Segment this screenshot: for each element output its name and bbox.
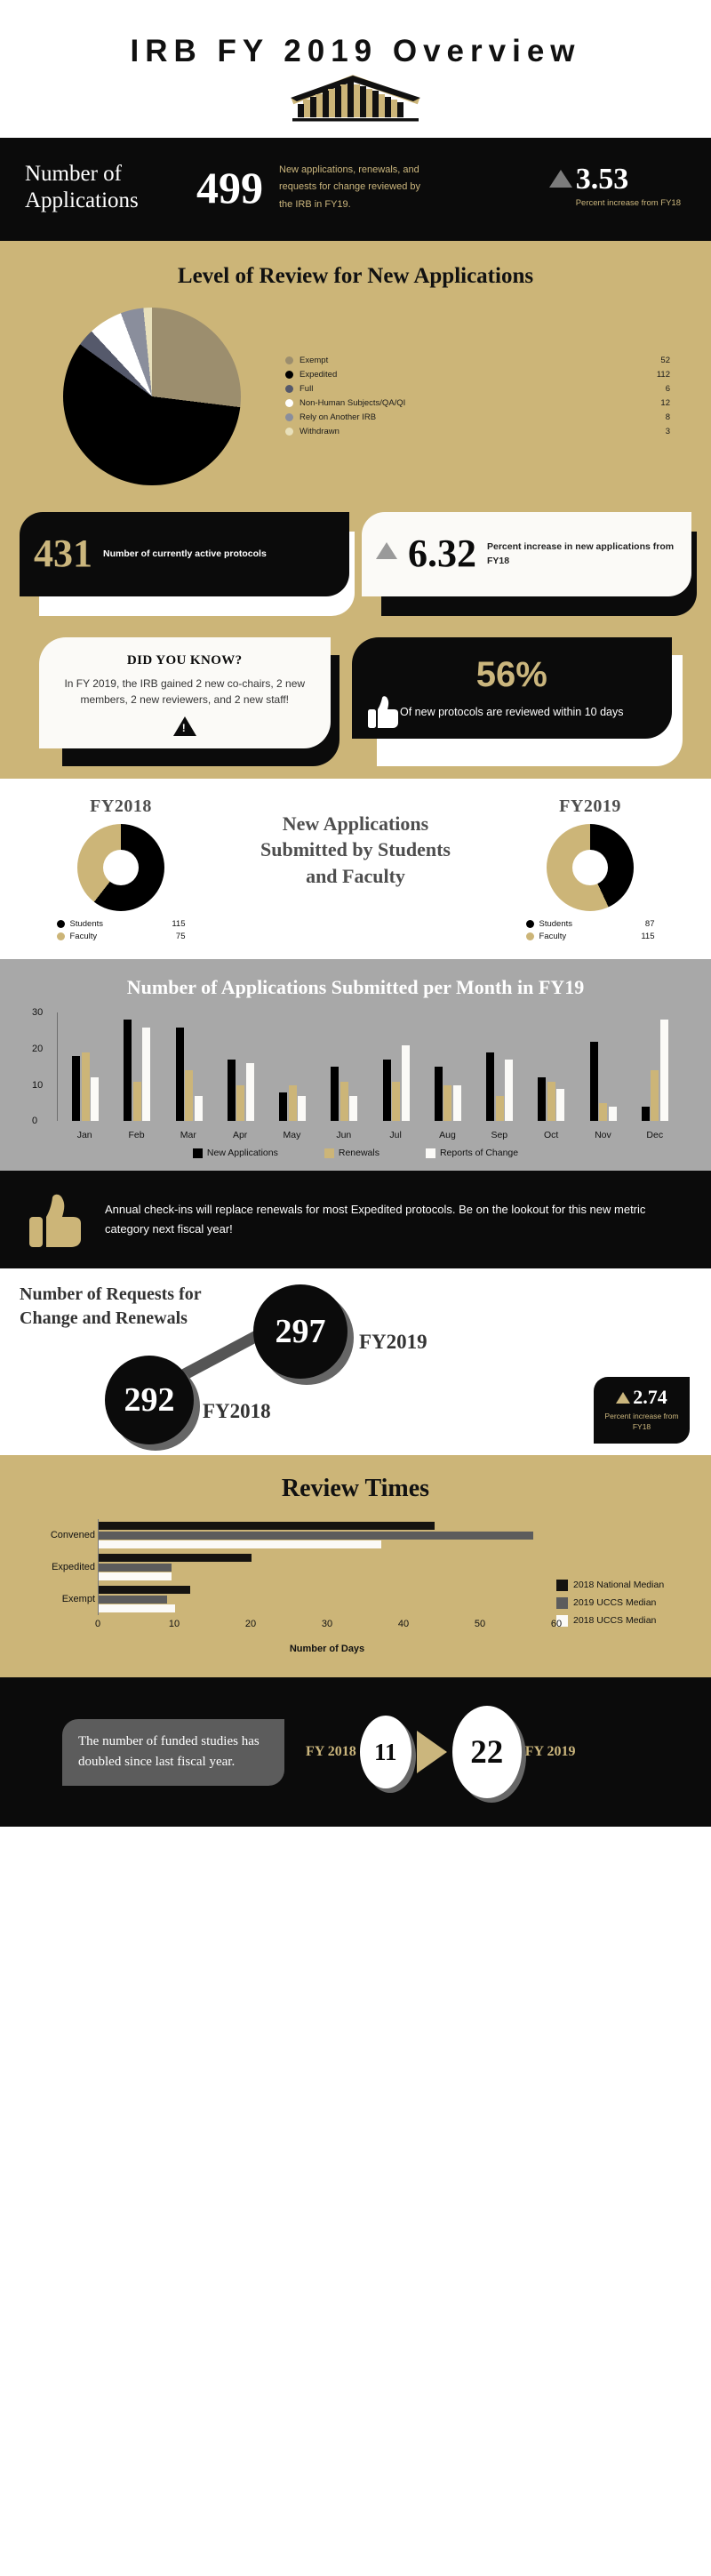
bar [99, 1522, 435, 1530]
fy2019-label: FY2019 [359, 1331, 427, 1354]
bar [82, 1052, 90, 1121]
y-tick-label: 0 [32, 1116, 38, 1127]
review-speed-percent: 56% [475, 654, 547, 694]
bar [340, 1082, 348, 1122]
pie-row [0, 308, 711, 485]
legend-label: New Applications [206, 1148, 278, 1159]
legend-label: Students [539, 919, 572, 930]
x-tick-label: 40 [397, 1619, 410, 1630]
bar [556, 1089, 564, 1122]
bar [651, 1070, 659, 1121]
arrow-up-icon [549, 170, 572, 188]
y-tick-label: 10 [32, 1079, 44, 1091]
bar [99, 1540, 381, 1548]
legend-item [285, 425, 670, 439]
applications-number: 499 [196, 163, 263, 212]
facts-row [0, 637, 711, 748]
legend-color-dot [285, 413, 293, 421]
bar [496, 1096, 504, 1121]
legend-item [285, 353, 670, 367]
monthly-chart-plot [57, 1012, 681, 1121]
legend-label: Students [69, 919, 103, 930]
bar [660, 1020, 668, 1121]
legend-color-swatch [193, 1148, 203, 1158]
bar [435, 1067, 443, 1121]
applications-band [0, 138, 711, 241]
review-speed-text: Of new protocols are reviewed within 10 days [400, 705, 624, 718]
x-tick-label: May [283, 1130, 301, 1141]
new-app-increase-card [362, 512, 691, 596]
review-times-title: Review Times [281, 1475, 430, 1503]
legend-color-dot [285, 428, 293, 436]
footer-section [0, 1677, 711, 1827]
arrow-up-icon [616, 1392, 630, 1404]
category-label: Exempt [61, 1594, 95, 1605]
donut-panel-fy2019 [469, 796, 711, 943]
legend-label: 2019 UCCS Median [573, 1597, 657, 1609]
legend-item [285, 381, 670, 396]
legend-item [57, 918, 186, 931]
monthly-chart-legend [0, 1148, 711, 1158]
donut-panel-fy2018 [0, 796, 242, 943]
funded-studies-comparison [306, 1706, 575, 1798]
legend-item [556, 1576, 690, 1594]
fy2019-requests-circle [253, 1284, 348, 1379]
legend-value: 8 [665, 412, 670, 423]
legend-label: Expedited [300, 369, 338, 380]
bar [383, 1060, 391, 1121]
page-title: IRB FY 2019 Overview [130, 34, 581, 68]
warning-triangle-icon [173, 716, 196, 736]
legend-item [285, 367, 670, 381]
bar [72, 1056, 80, 1121]
pie-legend [285, 353, 670, 439]
level-of-review-pie-chart [63, 308, 241, 485]
bar-group [318, 1012, 370, 1121]
funded-studies-fy2019-value: 22 [470, 1733, 504, 1771]
level-of-review-section [0, 241, 711, 779]
x-tick-label: 30 [321, 1619, 333, 1630]
legend-color-dot [285, 371, 293, 379]
legend-color-swatch [556, 1597, 568, 1609]
legend-color-dot [526, 932, 534, 940]
review-times-body [0, 1519, 711, 1654]
review-speed-card [352, 637, 672, 748]
x-tick-label: 20 [244, 1619, 257, 1630]
legend-color-dot [526, 920, 534, 928]
fy2018-donut-chart [77, 824, 164, 911]
legend-value: 87 [644, 919, 655, 930]
bar [289, 1085, 297, 1122]
legend-color-swatch [324, 1148, 334, 1158]
x-tick-label: Dec [646, 1130, 664, 1141]
bar [99, 1586, 190, 1594]
legend-label: 2018 UCCS Median [573, 1615, 657, 1627]
legend-label: 2018 National Median [573, 1580, 665, 1591]
legend-label: Exempt [300, 355, 329, 365]
review-times-section [0, 1455, 711, 1677]
fy2019-donut-chart [547, 824, 634, 911]
arrow-right-icon [417, 1731, 447, 1773]
bar [590, 1042, 598, 1121]
legend-item [556, 1594, 690, 1612]
fy2018-requests-value: 292 [124, 1381, 175, 1420]
requests-increase-card [594, 1377, 690, 1444]
monthly-applications-section [0, 959, 711, 1172]
x-tick-label: 0 [94, 1619, 101, 1630]
x-tick-label: Sep [491, 1130, 508, 1141]
legend-item [285, 411, 670, 425]
active-protocols-number: 431 [34, 532, 92, 575]
x-tick-label: Jan [76, 1130, 92, 1141]
bar [609, 1107, 617, 1121]
applications-pct-caption: Percent increase from FY18 [575, 198, 681, 209]
funded-studies-quote: The number of funded studies has doubled since last fiscal year. [62, 1719, 284, 1786]
bar [99, 1572, 172, 1580]
stat-cards-row [0, 512, 711, 596]
x-tick-label: 10 [168, 1619, 180, 1630]
fy-label: FY2019 [559, 796, 621, 816]
bar-group [164, 1012, 215, 1121]
students-faculty-title: New Applications Submitted by Students and Faculty [260, 812, 451, 888]
arrow-up-icon [376, 542, 397, 559]
x-tick-label: Jun [336, 1130, 352, 1141]
did-you-know-title: DID YOU KNOW? [126, 652, 243, 668]
legend-value: 115 [641, 932, 655, 942]
x-tick-label: Nov [595, 1130, 611, 1141]
level-of-review-title: Level of Review for New Applications [177, 264, 534, 288]
y-tick-label: 20 [32, 1043, 44, 1054]
bar [124, 1020, 132, 1121]
funded-studies-fy2018-value: 11 [373, 1738, 397, 1765]
x-tick-label: Oct [543, 1130, 559, 1141]
legend-item [57, 931, 186, 943]
bar [443, 1085, 451, 1122]
legend-value: 75 [175, 932, 186, 942]
bar [142, 1028, 150, 1122]
bar [298, 1096, 306, 1121]
bar-group [371, 1012, 422, 1121]
bar [91, 1077, 99, 1121]
bar [176, 1028, 184, 1122]
header [0, 0, 711, 138]
legend-color-dot [57, 920, 65, 928]
monthly-chart-x-axis [59, 1130, 681, 1140]
active-protocols-caption: Number of currently active protocols [103, 548, 267, 559]
legend-label: Faculty [69, 932, 98, 942]
bar [246, 1063, 254, 1121]
review-times-legend [556, 1519, 690, 1654]
thumbs-up-icon [25, 1188, 89, 1251]
active-protocols-card [20, 512, 349, 596]
legend-color-dot [285, 356, 293, 364]
legend-value: 112 [656, 369, 670, 380]
fy2018-donut-legend [57, 918, 186, 943]
legend-value: 6 [665, 383, 670, 394]
fy2018-requests-circle [105, 1356, 194, 1444]
bar [486, 1052, 494, 1121]
review-times-row [50, 1519, 556, 1551]
students-faculty-section [0, 779, 711, 959]
legend-value: 12 [660, 398, 670, 409]
y-tick-label: 30 [32, 1007, 44, 1019]
legend-color-dot [285, 385, 293, 393]
requests-pct-caption: Percent increase from FY18 [604, 1412, 679, 1432]
bar-group [474, 1012, 525, 1121]
legend-color-dot [285, 399, 293, 407]
requests-section [0, 1268, 711, 1455]
review-times-x-label: Number of Days [289, 1644, 365, 1655]
new-app-increase-caption: Percent increase in new applications from FY18 [487, 540, 675, 566]
bar [133, 1082, 141, 1122]
fy2019-donut-legend [526, 918, 655, 943]
bar [505, 1060, 513, 1121]
bar-chart-building-logo-icon [289, 75, 422, 124]
x-tick-label: Aug [439, 1130, 456, 1141]
x-tick-label: Apr [232, 1130, 248, 1141]
fy2019-requests-value: 297 [275, 1313, 326, 1351]
legend-label: Reports of Change [439, 1148, 519, 1159]
bar-group [525, 1012, 577, 1121]
bar [279, 1092, 287, 1122]
legend-item [285, 396, 670, 411]
review-times-x-axis [94, 1615, 563, 1642]
bar [642, 1107, 650, 1121]
funded-studies-fy2018 [360, 1716, 411, 1788]
bar-group [422, 1012, 474, 1121]
category-label: Expedited [52, 1562, 95, 1573]
x-tick-label: Mar [180, 1130, 196, 1141]
x-tick-label: Jul [389, 1130, 402, 1141]
bar [99, 1604, 175, 1612]
fy2018-label: FY2018 [203, 1400, 271, 1423]
fy-label: FY2018 [90, 796, 152, 816]
review-times-chart [50, 1519, 563, 1655]
bar-group [111, 1012, 163, 1121]
legend-item [556, 1612, 690, 1629]
legend-color-dot [57, 932, 65, 940]
legend-label: Full [300, 383, 314, 394]
requests-title: Number of Requests for Change and Renewals [20, 1284, 202, 1329]
x-tick-label: 50 [474, 1619, 486, 1630]
review-times-row [61, 1583, 556, 1615]
bar [402, 1045, 410, 1121]
students-faculty-title-wrap [242, 796, 469, 890]
bar [331, 1067, 339, 1121]
bar [195, 1096, 203, 1121]
legend-label: Faculty [539, 932, 567, 942]
legend-value: 52 [660, 355, 670, 365]
did-you-know-card [39, 637, 331, 748]
bar [392, 1082, 400, 1122]
legend-item [193, 1148, 278, 1158]
bar [99, 1532, 533, 1540]
applications-increase [549, 164, 686, 210]
bar [599, 1103, 607, 1121]
logo [0, 75, 711, 124]
footer-fy-left: FY 2018 [306, 1743, 356, 1759]
legend-color-swatch [556, 1580, 568, 1591]
bar-group [578, 1012, 629, 1121]
funded-studies-fy2019 [452, 1706, 522, 1798]
category-label: Convened [50, 1530, 95, 1541]
monthly-bar-chart [18, 1007, 693, 1144]
applications-label: Number of Applications [25, 162, 139, 212]
x-tick-label: 60 [550, 1619, 563, 1630]
legend-label: Renewals [338, 1148, 379, 1159]
did-you-know-text: In FY 2019, the IRB gained 2 new co-chairs, 2 new members, 2 new reviewers, and 2 new staff! [64, 676, 306, 707]
bar [236, 1085, 244, 1122]
footer-fy-right: FY 2019 [524, 1743, 576, 1759]
legend-label: Withdrawn [300, 427, 340, 437]
legend-item [426, 1148, 518, 1158]
monthly-chart-title: Number of Applications Submitted per Month in FY19 [126, 975, 585, 998]
legend-value: 115 [172, 919, 186, 930]
bar-group [629, 1012, 681, 1121]
legend-label: Non-Human Subjects/QA/QI [300, 398, 406, 409]
bar [185, 1070, 193, 1121]
legend-item [526, 918, 655, 931]
bar [538, 1077, 546, 1121]
bar [99, 1596, 167, 1604]
annual-checkin-band [0, 1171, 711, 1268]
bar [228, 1060, 236, 1121]
legend-label: Rely on Another IRB [300, 412, 377, 423]
bar-group [60, 1012, 111, 1121]
bar-group [215, 1012, 267, 1121]
new-app-increase-number: 6.32 [408, 532, 476, 575]
legend-item [526, 931, 655, 943]
bar-group [267, 1012, 318, 1121]
legend-color-swatch [426, 1148, 435, 1158]
applications-description: New applications, renewals, and requests for change reviewed by the IRB in FY19. [279, 164, 420, 210]
requests-pct-value: 2.74 [633, 1386, 667, 1409]
review-times-row [52, 1551, 556, 1583]
bar [453, 1085, 461, 1122]
annual-checkin-text: Annual check-ins will replace renewals for most Expedited protocols. Be on the lookout for this new metric category next fiscal year! [105, 1203, 646, 1236]
bar [99, 1554, 252, 1562]
thumbs-up-icon [366, 692, 402, 730]
bar [349, 1096, 357, 1121]
legend-value: 3 [665, 427, 670, 437]
applications-pct-value: 3.53 [575, 163, 629, 196]
legend-item [324, 1148, 379, 1158]
bar [547, 1082, 555, 1122]
bar [99, 1564, 172, 1572]
x-tick-label: Feb [128, 1130, 145, 1141]
